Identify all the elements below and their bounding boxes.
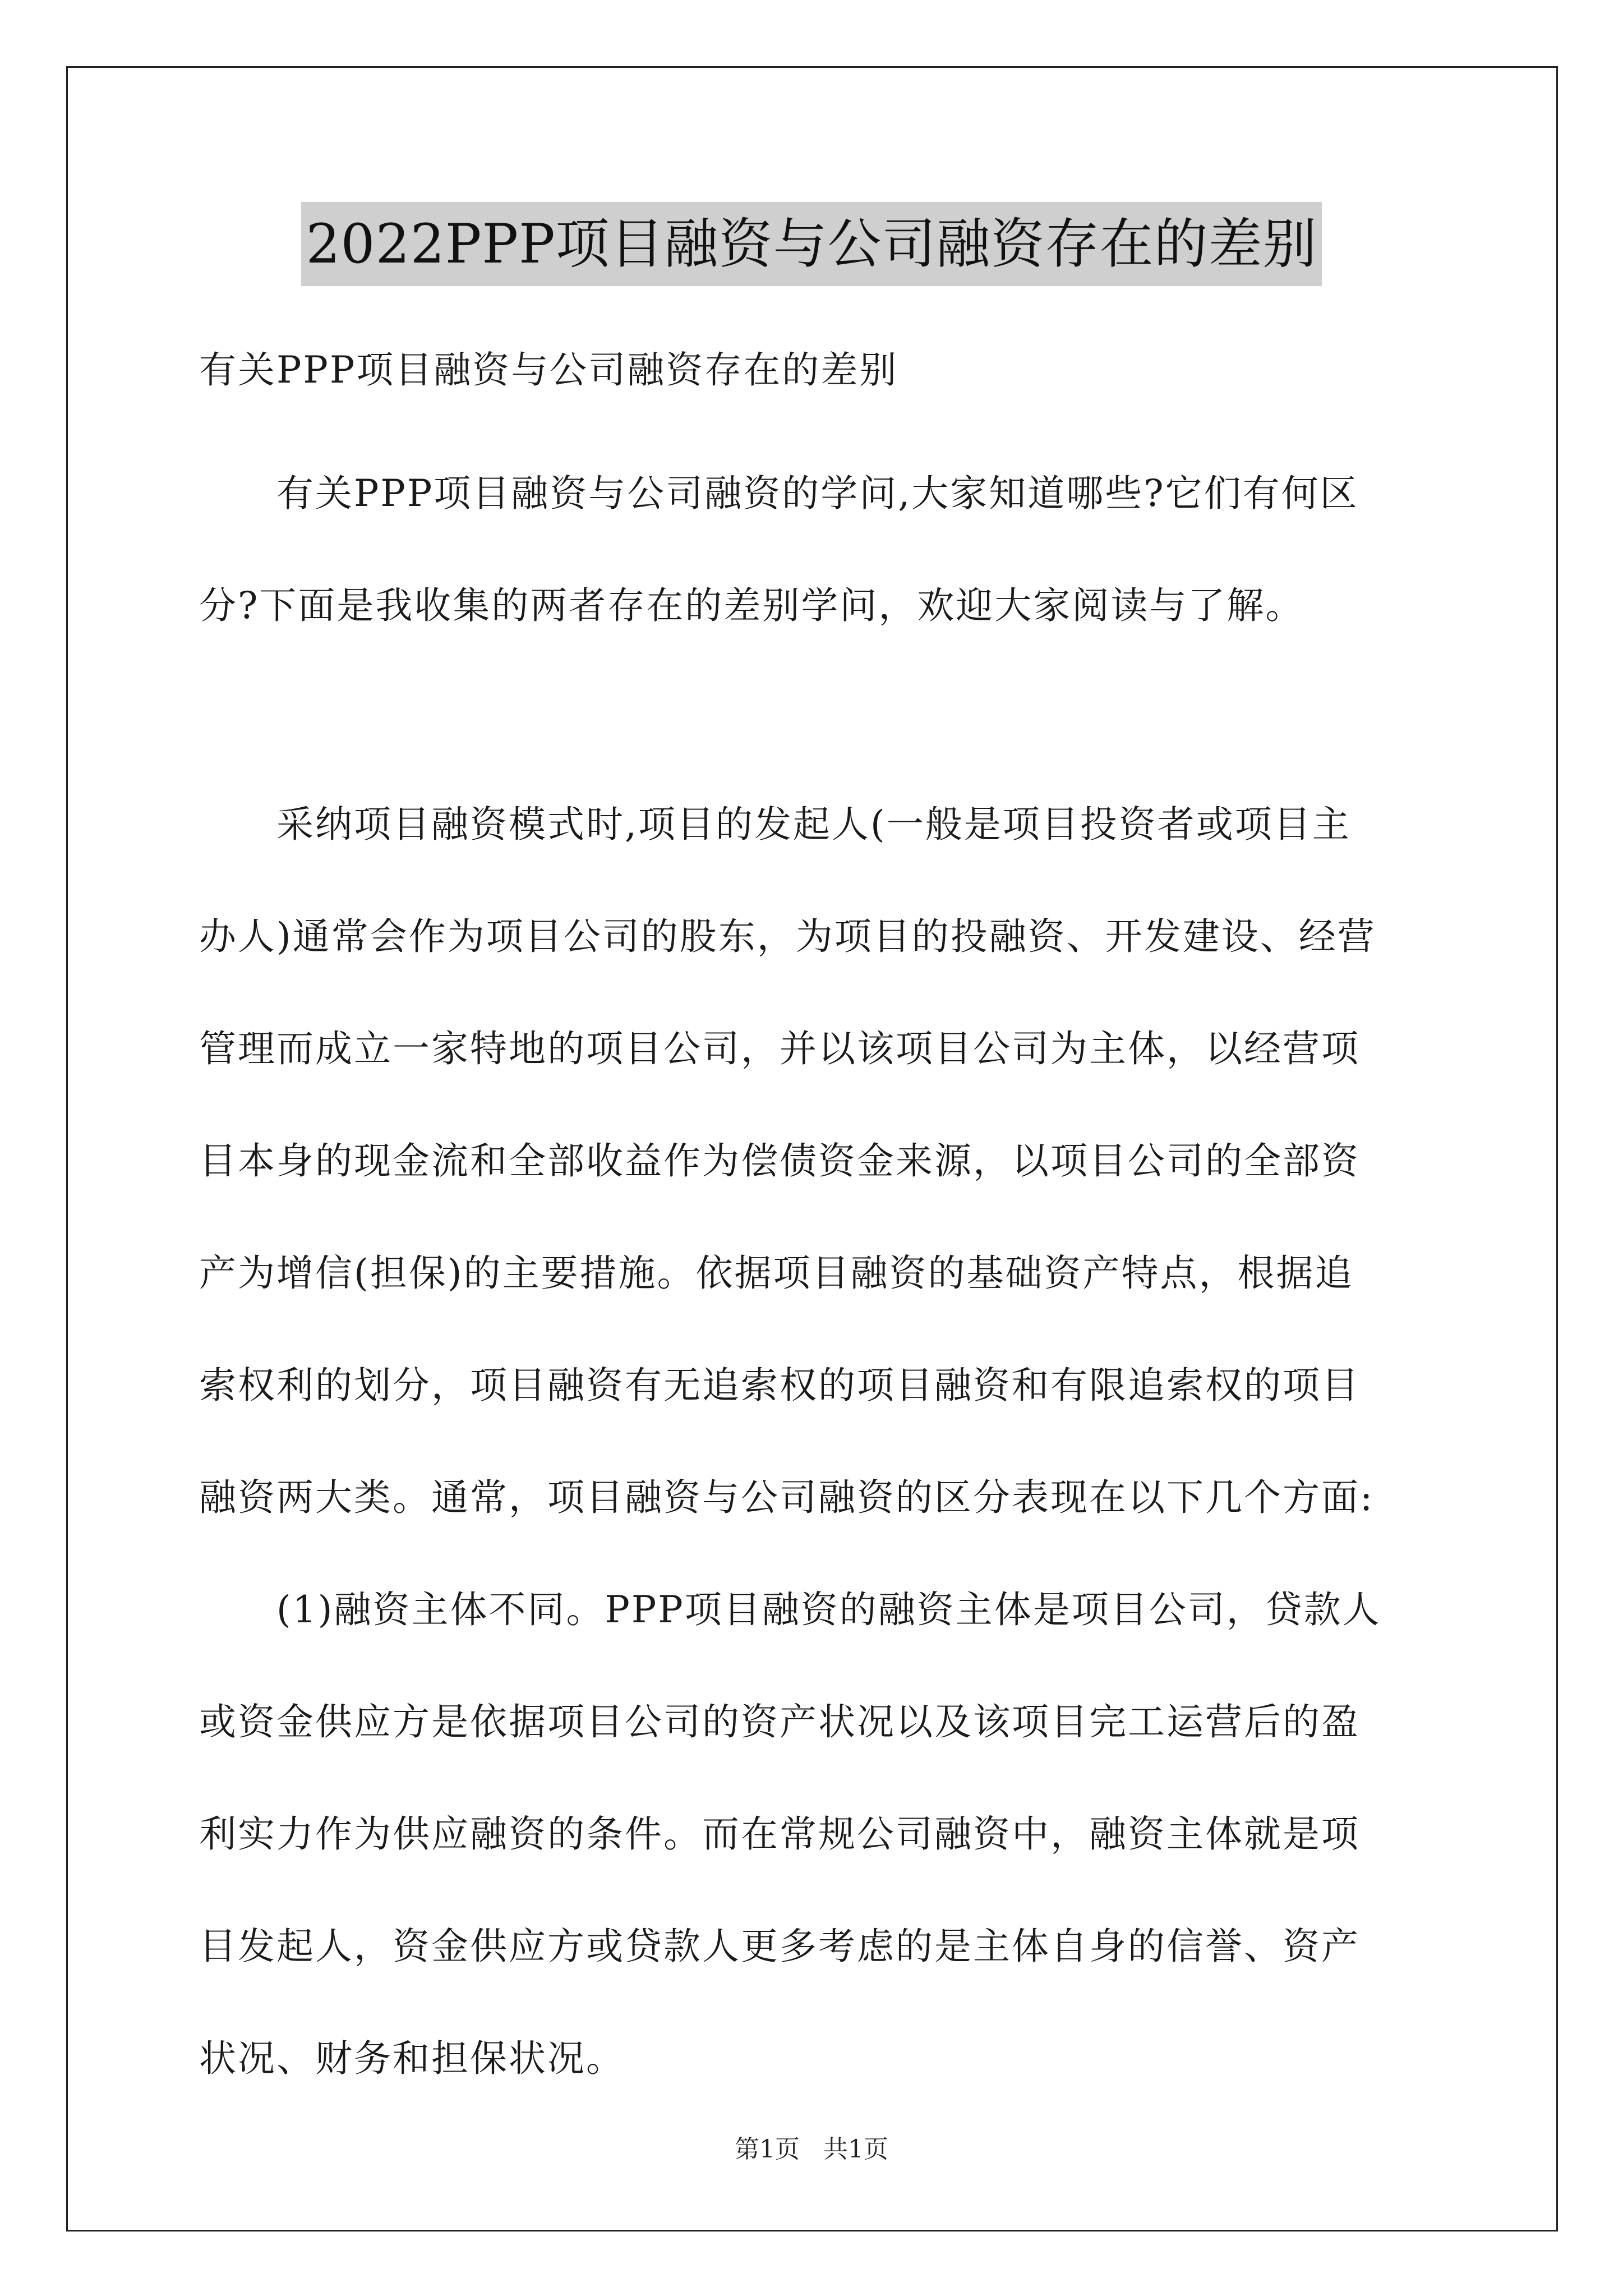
paragraph-line: 目本身的现金流和全部收益作为偿债资金来源，以项目公司的全部资 xyxy=(199,1139,1360,1182)
page-footer xyxy=(0,2129,1623,2165)
paragraph-line: 采纳项目融资模式时,项目的发起人(一般是项目投资者或项目主 xyxy=(199,803,1351,846)
document-subtitle: 有关PPP项目融资与公司融资存在的差别 xyxy=(199,348,898,392)
paragraph-line: 融资两大类。通常，项目融资与公司融资的区分表现在以下几个方面: xyxy=(199,1476,1375,1519)
paragraph-line: 利实力作为供应融资的条件。而在常规公司融资中，融资主体就是项 xyxy=(199,1812,1360,1856)
paragraph-line: 目发起人，资金供应方或贷款人更多考虑的是主体自身的信誉、资产 xyxy=(199,1925,1360,1968)
paragraph-line: 办人)通常会作为项目公司的股东，为项目的投融资、开发建设、经营 xyxy=(199,915,1376,958)
page-number: 第1页 xyxy=(735,2135,800,2164)
paragraph-line: (1)融资主体不同。PPP项目融资的融资主体是项目公司，贷款人 xyxy=(199,1588,1381,1631)
paragraph-line: 产为增信(担保)的主要措施。依据项目融资的基础资产特点，根据追 xyxy=(199,1251,1354,1295)
paragraph-line: 索权利的划分，项目融资有无追索权的项目融资和有限追索权的项目 xyxy=(199,1364,1360,1407)
title-container xyxy=(0,202,1623,286)
page-total: 共1页 xyxy=(823,2135,888,2164)
document-title: 2022PPP项目融资与公司融资存在的差别 xyxy=(301,202,1321,286)
paragraph-line: 分?下面是我收集的两者存在的差别学问，欢迎大家阅读与了解。 xyxy=(199,584,1304,627)
paragraph-line: 或资金供应方是依据项目公司的资产状况以及该项目完工运营后的盈 xyxy=(199,1700,1360,1743)
paragraph-line: 有关PPP项目融资与公司融资的学问,大家知道哪些?它们有何区 xyxy=(199,472,1359,515)
paragraph-line: 状况、财务和担保状况。 xyxy=(199,2037,625,2080)
paragraph-line: 管理而成立一家特地的项目公司，并以该项目公司为主体，以经营项 xyxy=(199,1027,1360,1070)
